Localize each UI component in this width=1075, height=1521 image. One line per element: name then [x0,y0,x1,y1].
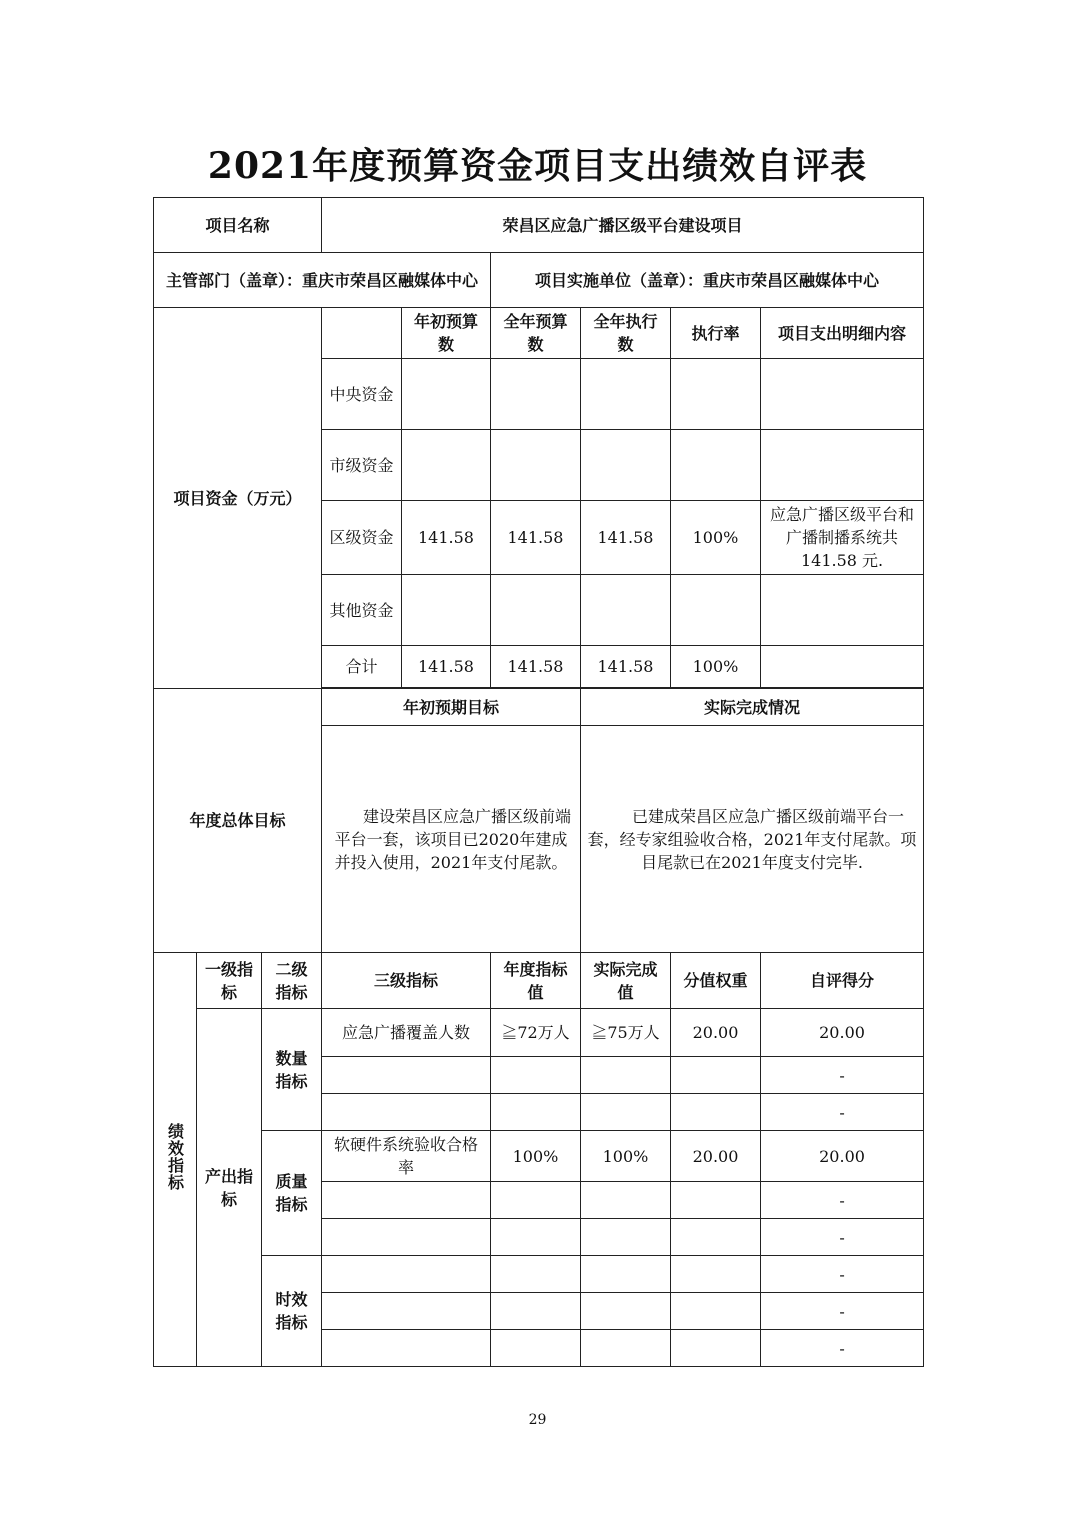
perf-indicator [322,1094,491,1131]
perf-header-l2: 二级指标 [262,953,322,1009]
performance-table [153,197,924,1367]
perf-indicator: 软硬件系统验收合格率 [322,1131,491,1182]
fund-row-rate [671,575,761,646]
perf-weight [671,1094,761,1131]
fund-row-full: 141.58 [491,501,581,575]
goals-expected-text: 建设荣昌区应急广播区级前端平台一套，该项目已2020年建成并投入使用，2021年支付尾款。 [322,726,581,953]
perf-actual: 100% [581,1131,671,1182]
funds-corner [322,308,402,359]
perf-weight [671,1293,761,1330]
fund-row-rate [671,359,761,430]
fund-row-exec: 141.58 [581,501,671,575]
perf-weight: 20.00 [671,1009,761,1057]
perf-target [491,1182,581,1219]
fund-row-rate [671,430,761,501]
perf-label: 绩效指标 [154,953,197,1367]
perf-target [491,1293,581,1330]
perf-score: - [761,1219,924,1256]
perf-indicator: 应急广播覆盖人数 [322,1009,491,1057]
perf-header-score: 自评得分 [761,953,924,1009]
page-title: 2021年度预算资金项目支出绩效自评表 [207,145,868,187]
fund-total-full: 141.58 [491,646,581,688]
page-number: 29 [528,1412,547,1428]
fund-row-init [402,575,491,646]
perf-target [491,1256,581,1293]
perf-header-actual: 实际完成值 [581,953,671,1009]
perf-indicator [322,1293,491,1330]
fund-row-exec [581,430,671,501]
funds-header-detail: 项目支出明细内容 [761,308,924,359]
perf-header-weight: 分值权重 [671,953,761,1009]
perf-target [491,1219,581,1256]
perf-weight [671,1256,761,1293]
fund-row-detail [761,359,924,430]
fund-total-detail [761,646,924,688]
perf-header-target: 年度指标值 [491,953,581,1009]
perf-actual [581,1057,671,1094]
perf-actual [581,1219,671,1256]
fund-total-exec: 141.58 [581,646,671,688]
perf-score: - [761,1330,924,1367]
perf-group-timeliness: 时效指标 [262,1256,322,1367]
project-name-value: 荣昌区应急广播区级平台建设项目 [322,198,924,253]
perf-score: - [761,1293,924,1330]
perf-indicator [322,1057,491,1094]
fund-row-exec [581,575,671,646]
perf-weight: 20.00 [671,1131,761,1182]
fund-total-name: 合计 [322,646,402,688]
perf-target [491,1094,581,1131]
fund-row-name: 市级资金 [322,430,402,501]
fund-row-detail [761,430,924,501]
fund-row-full [491,575,581,646]
goals-expected-header: 年初预期目标 [322,689,581,726]
perf-weight [671,1219,761,1256]
funds-header-init: 年初预算数 [402,308,491,359]
perf-header-l3: 三级指标 [322,953,491,1009]
fund-row-name: 其他资金 [322,575,402,646]
perf-weight [671,1330,761,1367]
perf-score: - [761,1094,924,1131]
fund-row-name: 中央资金 [322,359,402,430]
perf-target [491,1057,581,1094]
perf-actual [581,1330,671,1367]
perf-indicator [322,1330,491,1367]
perf-score: - [761,1057,924,1094]
goals-actual-text: 已建成荣昌区应急广播区级前端平台一套，经专家组验收合格，2021年支付尾款。项目尾款已在2021年度支付完毕. [581,726,924,953]
project-name-label: 项目名称 [154,198,322,253]
perf-actual [581,1293,671,1330]
fund-row-detail [761,575,924,646]
perf-target: ≧72万人 [491,1009,581,1057]
perf-score: - [761,1256,924,1293]
fund-row-name: 区级资金 [322,501,402,575]
perf-indicator [322,1256,491,1293]
fund-total-rate: 100% [671,646,761,688]
fund-total-init: 141.58 [402,646,491,688]
fund-row-full [491,359,581,430]
perf-weight [671,1057,761,1094]
fund-row-detail: 应急广播区级平台和广播制播系统共 141.58 元. [761,501,924,575]
funds-header-rate: 执行率 [671,308,761,359]
perf-target [491,1330,581,1367]
perf-actual [581,1182,671,1219]
funds-label: 项目资金（万元） [154,308,322,689]
fund-row-init [402,359,491,430]
fund-row-exec [581,359,671,430]
fund-row-full [491,430,581,501]
perf-score: - [761,1182,924,1219]
perf-l1-output: 产出指标 [197,1009,262,1367]
perf-score: 20.00 [761,1009,924,1057]
dept-label: 主管部门（盖章）：重庆市荣昌区融媒体中心 [154,253,491,308]
perf-indicator [322,1182,491,1219]
perf-actual: ≧75万人 [581,1009,671,1057]
perf-weight [671,1182,761,1219]
perf-target: 100% [491,1131,581,1182]
perf-score: 20.00 [761,1131,924,1182]
perf-group-quality: 质量指标 [262,1131,322,1256]
funds-header-exec: 全年执行数 [581,308,671,359]
perf-indicator [322,1219,491,1256]
fund-row-rate: 100% [671,501,761,575]
funds-header-full: 全年预算数 [491,308,581,359]
impl-label: 项目实施单位（盖章）：重庆市荣昌区融媒体中心 [491,253,924,308]
fund-row-init [402,430,491,501]
perf-actual [581,1256,671,1293]
goals-actual-header: 实际完成情况 [581,689,924,726]
goals-label: 年度总体目标 [154,689,322,953]
fund-row-init: 141.58 [402,501,491,575]
perf-group-quantity: 数量指标 [262,1009,322,1131]
perf-actual [581,1094,671,1131]
perf-header-l1: 一级指标 [197,953,262,1009]
